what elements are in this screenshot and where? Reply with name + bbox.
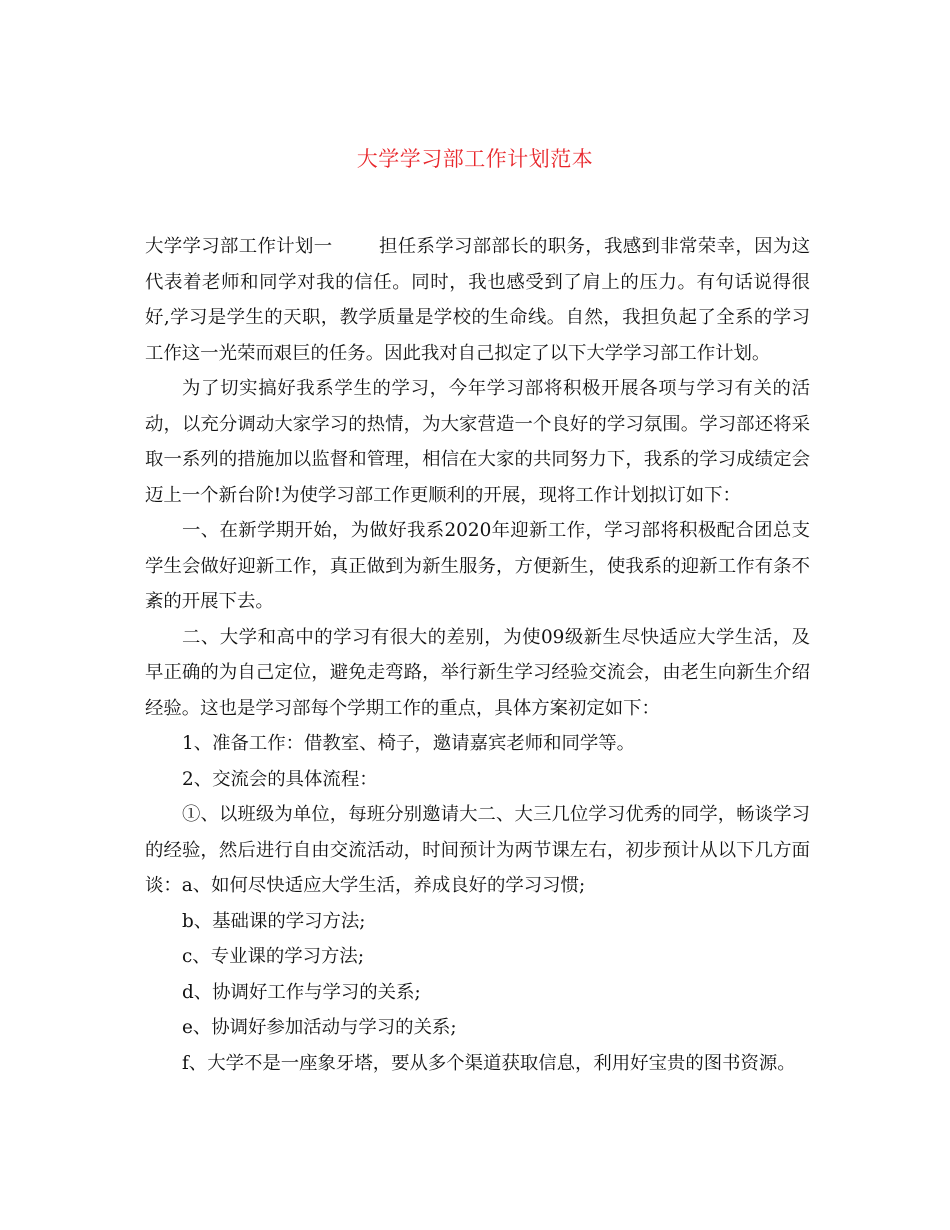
intro-paragraph	[145, 229, 810, 371]
paragraph: 为了切实搞好我系学生的学习，今年学习部将积极开展各项与学习有关的活动，以充分调动大家学习的热情，为大家营造一个良好的学习氛围。学习部还将采取一系列的措施加以监督和管理，相信在大家的共同努力下，我系的学习成绩定会迈上一个新台阶!为使学习部工作更顺利的开展，现将工作计划拟订如下：	[145, 378, 810, 506]
intro-heading: 大学学习部工作计划一	[145, 236, 333, 257]
list-item: d、协调好工作与学习的关系;	[182, 981, 421, 1003]
list-item: b、基础课的学习方法;	[182, 910, 366, 932]
list-item: 2、交流会的具体流程：	[182, 768, 378, 790]
paragraph: 二、大学和高中的学习有很大的差别，为使09级新生尽快适应大学生活，及早正确的为自己定位，避免走弯路，举行新生学习经验交流会，由老生向新生介绍经验。这也是学习部每个学期工作的重点，具体方案初定如下：	[145, 626, 810, 719]
list-item: 1、准备工作：借教室、椅子，邀请嘉宾老师和同学等。	[182, 733, 636, 754]
paragraph: ①、以班级为单位，每班分别邀请大二、大三几位学习优秀的同学，畅谈学习的经验，然后进行自由交流活动，时间预计为两节课左右，初步预计从以下几方面谈：a、如何尽快适应大学生活，养成良好的学习习惯;	[145, 804, 810, 896]
document-title: 大学学习部工作计划范本	[356, 147, 594, 171]
intro-text: 担任系学习部部长的职务，我感到非常荣幸，因为这代表着老师和同学对我的信任。同时，我也感受到了肩上的压力。有句话说得很好,学习是学生的天职，教学质量是学校的生命线。自然，我担负起了全系的学习工作这一光荣而艰巨的任务。因此我对自己拟定了以下大学学习部工作计划。	[145, 236, 810, 364]
document-body	[145, 229, 810, 1081]
list-item: c、专业课的学习方法;	[182, 946, 365, 967]
paragraph: 一、在新学期开始，为做好我系2020年迎新工作，学习部将积极配合团总支学生会做好迎新工作，真正做到为新生服务，方便新生，使我系的迎新工作有条不紊的开展下去。	[145, 520, 810, 612]
list-item: e、协调好参加活动与学习的关系;	[182, 1017, 457, 1038]
list-item: f、大学不是一座象牙塔，要从多个渠道获取信息，利用好宝贵的图书资源。	[182, 1052, 796, 1074]
